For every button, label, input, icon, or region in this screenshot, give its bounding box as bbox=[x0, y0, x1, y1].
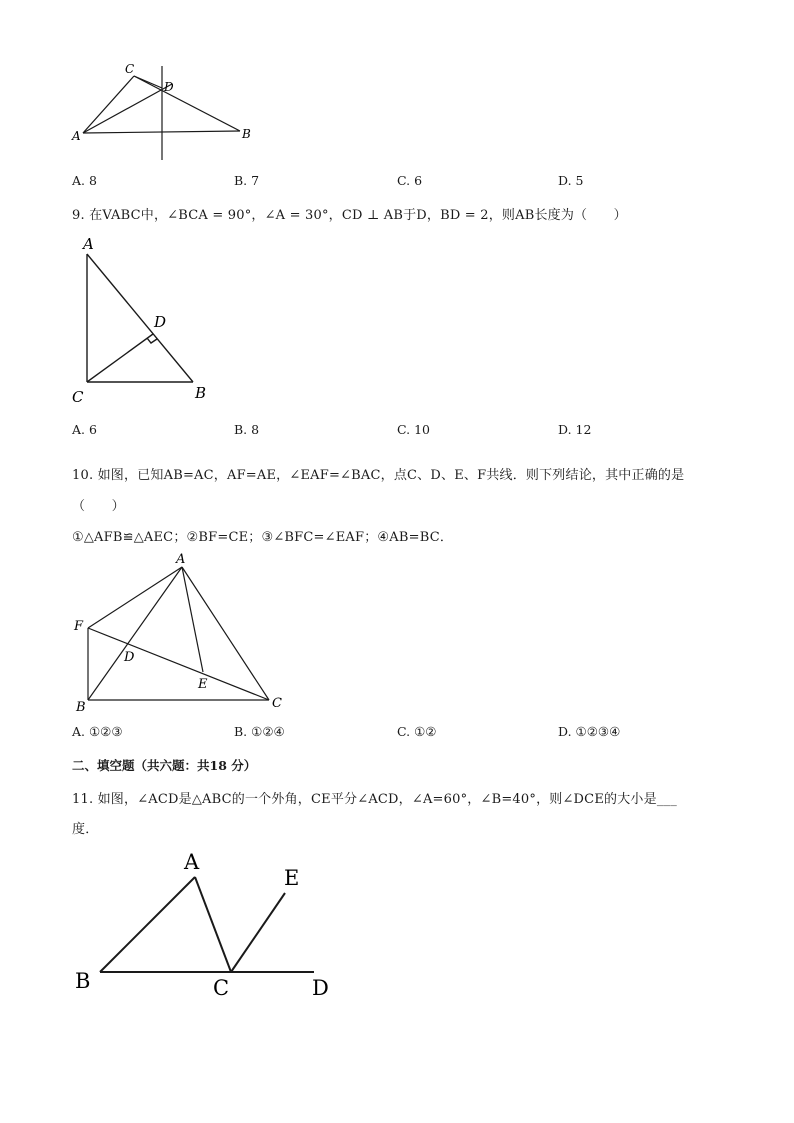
q10-label-c: C bbox=[272, 696, 282, 711]
q10-statements: ①△AFB≌△AEC；②BF=CE；③∠BFC=∠EAF；④AB=BC． bbox=[72, 530, 454, 545]
q8-figure bbox=[60, 60, 260, 160]
q11-label-a: A bbox=[184, 850, 200, 874]
q11-question-text: 11. 如图，∠ACD是△ABC的一个外角，CE平分∠ACD，∠A=60°，∠B=40°，则∠DCE的大小是___ bbox=[72, 792, 677, 807]
q10-label-b: B bbox=[76, 700, 86, 715]
q9-option-d: D. 12 bbox=[558, 422, 592, 437]
q8-option-a: A. 8 bbox=[72, 173, 97, 188]
q9-label-a: A bbox=[83, 235, 94, 253]
section-heading-fill-in: 二、填空题（共六题：共18 分） bbox=[72, 758, 257, 773]
q8-label-b: B bbox=[242, 127, 251, 141]
q11-question-text-cont: 度． bbox=[72, 822, 99, 837]
q11-label-e: E bbox=[284, 866, 300, 890]
q10-option-b: B. ①②④ bbox=[234, 724, 285, 739]
q9-label-b: B bbox=[195, 384, 207, 402]
q9-question-text: 9. 在VABC中，∠BCA = 90°，∠A = 30°，CD ⊥ AB于D，BD = 2，则AB长度为（ ） bbox=[72, 208, 627, 223]
q9-label-c: C bbox=[72, 388, 84, 406]
q10-question-text: 10. 如图，已知AB=AC，AF=AE，∠EAF=∠BAC，点C、D、E、F共线．则下列结论，其中正确的是 bbox=[72, 468, 685, 483]
q9-label-d: D bbox=[154, 313, 167, 331]
q10-option-d: D. ①②③④ bbox=[558, 724, 621, 739]
q10-label-a: A bbox=[176, 552, 186, 567]
q10-figure bbox=[70, 550, 300, 715]
q10-label-d: D bbox=[124, 650, 135, 665]
q11-label-c: C bbox=[213, 976, 230, 1000]
q10-option-a: A. ①②③ bbox=[72, 724, 123, 739]
q10-label-e: E bbox=[198, 677, 208, 692]
q8-label-a: A bbox=[72, 129, 81, 143]
q10-label-f: F bbox=[74, 619, 84, 634]
q11-label-b: B bbox=[75, 969, 91, 993]
q9-option-b: B. 8 bbox=[234, 422, 260, 437]
q9-option-c: C. 10 bbox=[397, 422, 430, 437]
q8-option-c: C. 6 bbox=[397, 173, 423, 188]
q11-figure bbox=[70, 845, 350, 1005]
q9-figure bbox=[70, 234, 230, 404]
q10-question-text-cont: （ ） bbox=[72, 499, 125, 514]
q8-label-d: D bbox=[164, 80, 174, 94]
q11-label-d: D bbox=[312, 976, 329, 1000]
q8-option-d: D. 5 bbox=[558, 173, 584, 188]
q10-option-c: C. ①② bbox=[397, 724, 437, 739]
q9-option-a: A. 6 bbox=[72, 422, 97, 437]
q8-label-c: C bbox=[125, 62, 135, 76]
q8-option-b: B. 7 bbox=[234, 173, 260, 188]
